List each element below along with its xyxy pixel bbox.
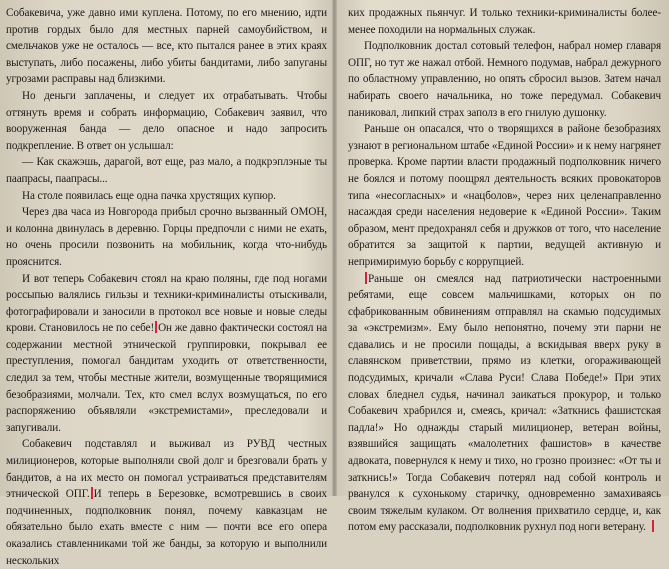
red-pencil-mark [91,487,93,499]
left-page [0,0,333,567]
red-pencil-mark [365,272,367,284]
left-paragraph-4: На столе появилась еще одна пачка хрустящих купюр. [22,189,276,202]
left-paragraph-5: Через два часа из Новгорода прибыл срочно вызванный ОМОН, и колонна двинулась в деревню. Горцы предпочли с ними не ехать, но очень просили позвонить на мобильник, когда что-нибудь прояснится. [6,206,327,268]
right-paragraph-4-text: Раньше он смеялся над патриотически настроенными ребятами, еще совсем мальчишками, которых он по сфабрикованным обвинениям отправлял на скамью подсудимых за «экстремизм». Ему было непонятно, почему эти парни не сдавались и не просили пощады, а вскидывая вверх руку в славянском приветствии, прямо из клетки, огораживающей подсудимых, кричали «Слава Руси! Слава Победе!» При этих словах бледнел судья, начинал заикаться прокурор, и только Собакевич храбрился и, смеясь, кричал: «Заткнись фашистская падла!» Но однажды старый милиционер, ветеран войны, взявшийся защищать «малолетних фашистов» в качестве адвоката, повернулся к нему и тихо, но грозно произнес: «От ты и заткнись!» Тогда Собакевич потерял над собой контроль и рванулся к сухонькому старичку, одновременно замахиваясь своим тяжелым кулаком. От волнения прихватило сердце, и, как потом ему рассказали, подполковник рухнул под ноги ветерану. [348,272,661,534]
left-paragraph-6-part-a: И вот теперь Собакевич стоял на краю поляны, где под ногами россыпью валялись гильзы и техники-криминалисты отыскивали, фотографировали и заносили в протокол все новые и новые следы крови. Становилось не по себе! [6,272,327,335]
right-paragraph-1: ких продажных пьянчуг. И только техники-криминалисты более-менее походили на нормальных служак. [348,7,661,36]
right-paragraph-2: Подполковник достал сотовый телефон, набрал номер главаря ОПГ, но тут же нажал отбой. Немного подумав, набрал дежурного по областному управлению, но опять сбросил вызов. Затем начал набирать своего начальника, но тоже передумал. Собакевич паниковал, липкий страх заполз в его гнилую душонку. [348,40,661,119]
left-paragraph-7-part-b: И теперь в Березовке, всмотревшись в своих подчиненных, подполковник понял, почему кавказцам не обязательно было ехать вместе с ним — почти все его опера оказались ставленниками той же банды, за которую и выполнили нескольких [6,488,328,567]
right-paragraph-4 [348,271,661,537]
left-paragraph-3: — Как скажэшь, дарагой, вот еще, раз мало, а подкрэплэные ты паапрасы, паапрасы... [6,156,327,185]
right-paragraph-3: Раньше он опасался, что о творящихся в районе безобразиях узнают в региональном штабе «Единой России» и к нему нагрянет проверка. Кроме партии власти продажный подполковник ничего не боялся и потому поощрял деятельность всяких провокаторов типа «несогласных» и «нацболов», через них целенаправленно насаждая среди населения недоверие к «Единой России». Таким образом, мент предохранял себя и дружков от того, что население обратится за защитой к партии, ведущей активную и непримиримую борьбу с коррупцией. [348,123,661,268]
left-paragraph-6 [6,271,327,437]
red-pencil-mark [652,520,654,532]
left-paragraph-2: Но деньги заплачены, и следует их отрабатывать. Чтобы оттянуть время и собрать информацию, Собакевич заявил, что вооруженная банда — дело опасное и надо запросить подкрепление. В ответ он услышал: [6,89,327,152]
left-paragraph-7 [6,436,327,569]
right-page [336,0,669,534]
left-paragraph-6-part-b: Он же давно фактически состоял на содержании местной этнической группировки, покрывал ее преступления, помогал бандитам уходить от ответственности, следил за тем, чтобы местные жители, возмущенные творящимися безобразиями, молчали. Тех, кто смел вслух возмущаться, по его распоряжению объявляли «экстремистами», преследовали и запугивали. [6,322,327,434]
red-pencil-mark [155,321,157,333]
left-paragraph-7-part-a: Собакевич подставлял и выживал из РУВД честных милиционеров, которые выполняли свой долг и брезговали брать у бандитов, а на их место он помогал устраиваться представителям этнической ОПГ. [6,438,327,501]
left-paragraph-1: Собакевича, уже давно ими куплена. Потому, по его мнению, идти против гордых было для местных парней самоубийством, и смельчаков уже не осталось — все, кто пытался ранее в этих краях выступать, либо посажены, либо убиты бандитами, либо запуганы угрозами расправы над близкими. [6,7,327,86]
